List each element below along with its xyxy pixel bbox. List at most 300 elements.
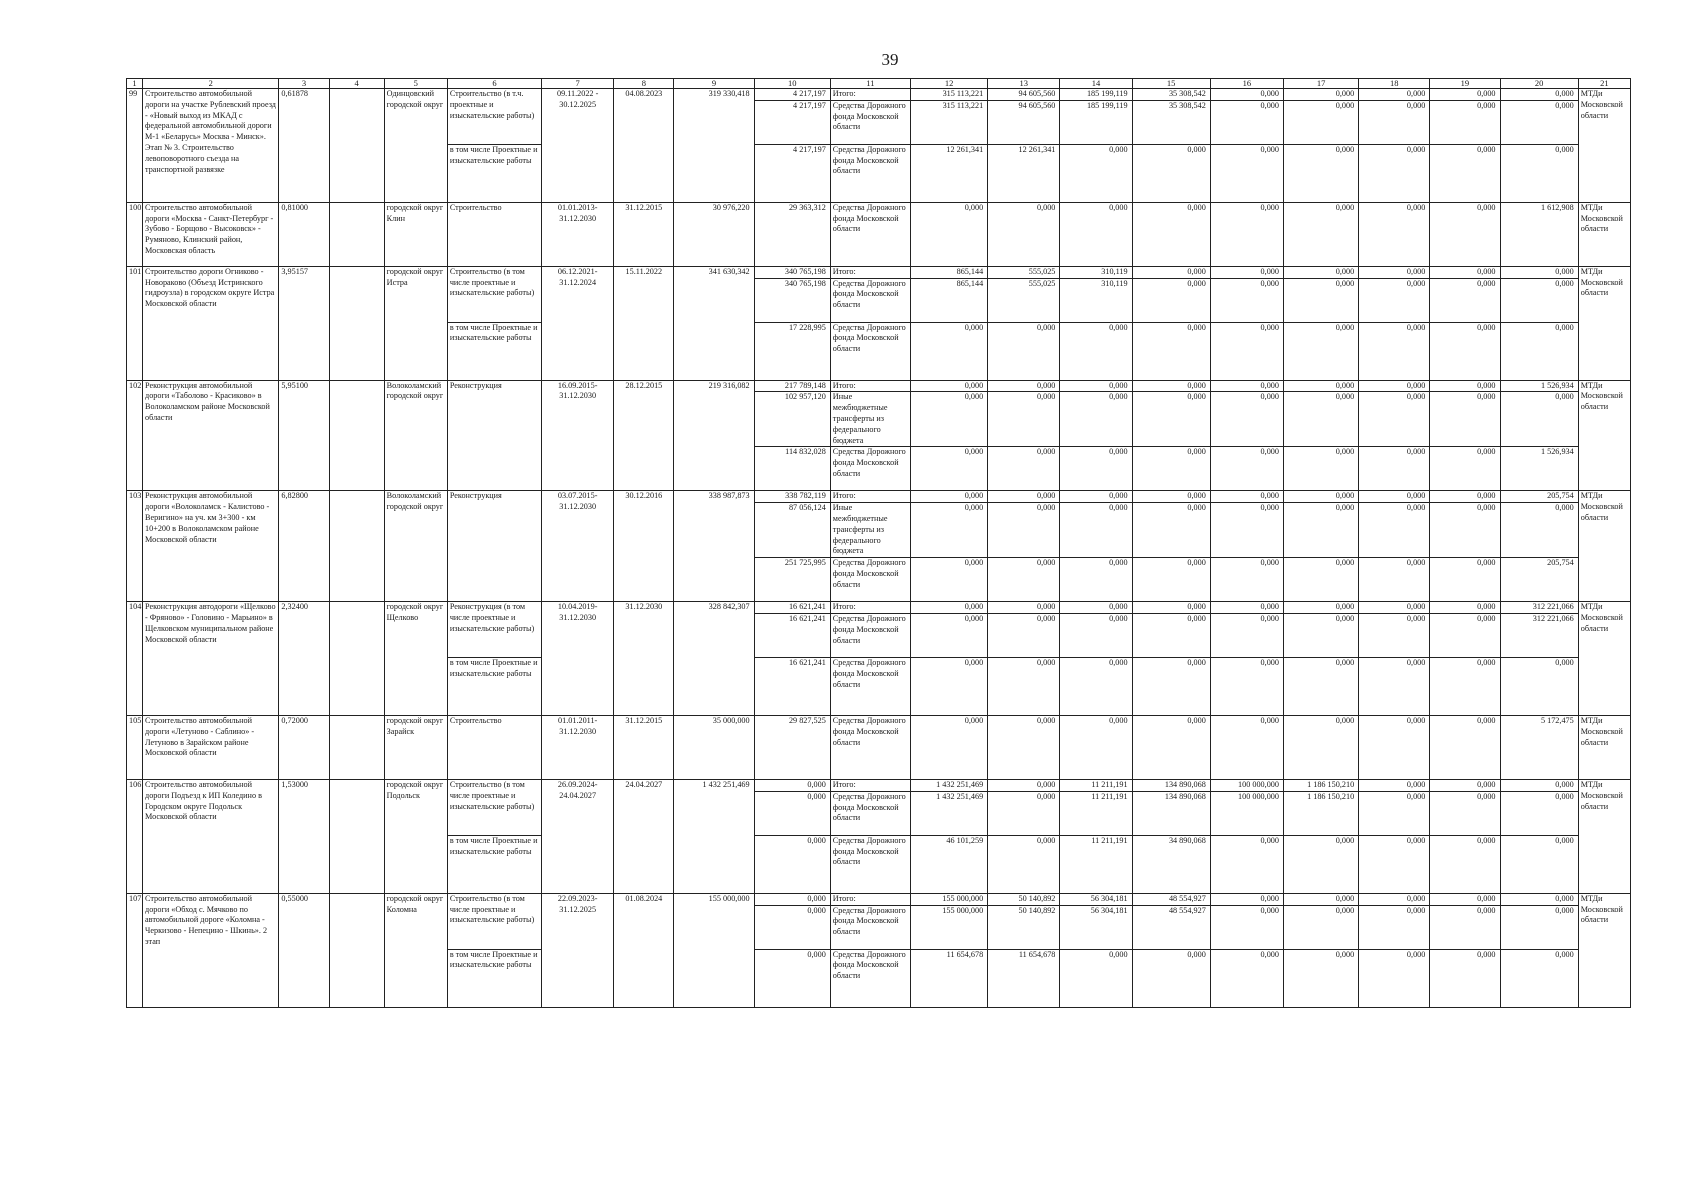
year-value-20: 0,000 (1500, 949, 1578, 1007)
funding-source: Средства Дорожного фонда Московской области (830, 791, 910, 835)
completion-date: 30.12.2016 (614, 491, 674, 602)
year-value-12: 0,000 (911, 613, 988, 657)
year-value-18: 0,000 (1359, 558, 1430, 602)
year-value-15: 134 890,068 (1132, 779, 1210, 791)
year-value-17: 0,000 (1283, 447, 1358, 491)
municipality: Волоколамский городской округ (384, 380, 447, 491)
year-value-13: 0,000 (988, 602, 1060, 614)
year-value-15: 0,000 (1132, 380, 1210, 392)
year-value-14: 310,119 (1060, 266, 1132, 278)
object-name: Реконструкция автодороги «Щелково - Фряново» - Головино - Марьино» в Щелковском муниципальном районе Московской области (143, 602, 279, 716)
column-header-16: 16 (1210, 79, 1283, 89)
financed-before: 0,000 (754, 835, 830, 893)
total-cost: 328 842,307 (674, 602, 754, 716)
year-value-16: 100 000,000 (1210, 779, 1283, 791)
year-value-18: 0,000 (1359, 144, 1430, 202)
year-value-13: 11 654,678 (988, 949, 1060, 1007)
column-header-9: 9 (674, 79, 754, 89)
empty-cell (329, 602, 384, 716)
year-value-20: 0,000 (1500, 503, 1578, 558)
column-header-5: 5 (384, 79, 447, 89)
year-value-20: 0,000 (1500, 779, 1578, 791)
year-value-16: 0,000 (1210, 905, 1283, 949)
completion-date: 24.04.2027 (614, 779, 674, 893)
year-value-17: 0,000 (1283, 89, 1358, 101)
header-row (127, 79, 1631, 89)
period: 03.07.2015- 31.12.2030 (542, 491, 614, 602)
year-value-13: 0,000 (988, 380, 1060, 392)
year-value-19: 0,000 (1430, 558, 1500, 602)
year-value-15: 0,000 (1132, 144, 1210, 202)
year-value-17: 0,000 (1283, 266, 1358, 278)
empty-cell (329, 266, 384, 380)
financed-before: 17 228,995 (754, 322, 830, 380)
year-value-18: 0,000 (1359, 202, 1430, 266)
customer: МТДи Московской области (1578, 380, 1630, 491)
financed-before: 340 765,198 (754, 266, 830, 278)
funding-source: Итого: (830, 266, 910, 278)
year-value-18: 0,000 (1359, 491, 1430, 503)
total-cost: 319 330,418 (674, 89, 754, 203)
year-value-17: 0,000 (1283, 278, 1358, 322)
year-value-15: 0,000 (1132, 949, 1210, 1007)
funding-source: Средства Дорожного фонда Московской области (830, 657, 910, 715)
year-value-12: 46 101,259 (911, 835, 988, 893)
period: 09.11.2022 - 30.12.2025 (542, 89, 614, 203)
funding-source: Средства Дорожного фонда Московской области (830, 100, 910, 144)
year-value-13: 50 140,892 (988, 905, 1060, 949)
year-value-14: 0,000 (1060, 202, 1132, 266)
row-number: 101 (127, 266, 143, 380)
row-number: 107 (127, 893, 143, 1007)
year-value-12: 315 113,221 (911, 89, 988, 101)
year-value-19: 0,000 (1430, 202, 1500, 266)
column-header-2: 2 (143, 79, 279, 89)
year-value-18: 0,000 (1359, 949, 1430, 1007)
year-value-15: 48 554,927 (1132, 893, 1210, 905)
year-value-18: 0,000 (1359, 905, 1430, 949)
year-value-19: 0,000 (1430, 144, 1500, 202)
year-value-16: 0,000 (1210, 558, 1283, 602)
year-value-14: 0,000 (1060, 949, 1132, 1007)
year-value-20: 0,000 (1500, 278, 1578, 322)
work-type: Реконструкция (447, 380, 541, 491)
column-header-1: 1 (127, 79, 143, 89)
completion-date: 15.11.2022 (614, 266, 674, 380)
financed-before: 16 621,241 (754, 613, 830, 657)
municipality: городской округ Истра (384, 266, 447, 380)
year-value-18: 0,000 (1359, 380, 1430, 392)
year-value-14: 11 211,191 (1060, 791, 1132, 835)
financed-before: 4 217,197 (754, 100, 830, 144)
column-header-4: 4 (329, 79, 384, 89)
year-value-20: 0,000 (1500, 392, 1578, 447)
year-value-20: 1 526,934 (1500, 380, 1578, 392)
year-value-13: 0,000 (988, 835, 1060, 893)
year-value-14: 0,000 (1060, 144, 1132, 202)
year-value-14: 310,119 (1060, 278, 1132, 322)
year-value-12: 1 432 251,469 (911, 791, 988, 835)
row-number: 102 (127, 380, 143, 491)
funding-source: Средства Дорожного фонда Московской области (830, 558, 910, 602)
year-value-15: 0,000 (1132, 278, 1210, 322)
year-value-18: 0,000 (1359, 503, 1430, 558)
customer: МТДи Московской области (1578, 893, 1630, 1007)
year-value-15: 0,000 (1132, 322, 1210, 380)
row-number: 99 (127, 89, 143, 203)
year-value-12: 865,144 (911, 278, 988, 322)
funding-source: Средства Дорожного фонда Московской области (830, 278, 910, 322)
year-value-16: 0,000 (1210, 100, 1283, 144)
column-header-18: 18 (1359, 79, 1430, 89)
year-value-16: 0,000 (1210, 202, 1283, 266)
year-value-13: 555,025 (988, 278, 1060, 322)
financed-before: 87 056,124 (754, 503, 830, 558)
funding-source: Средства Дорожного фонда Московской области (830, 447, 910, 491)
year-value-15: 0,000 (1132, 202, 1210, 266)
year-value-18: 0,000 (1359, 89, 1430, 101)
work-type: Строительство (в том числе проектные и изыскательские работы) (447, 266, 541, 322)
financed-before: 0,000 (754, 893, 830, 905)
completion-date: 04.08.2023 (614, 89, 674, 203)
year-value-16: 0,000 (1210, 447, 1283, 491)
year-value-19: 0,000 (1430, 835, 1500, 893)
table-row (127, 893, 1631, 905)
year-value-20: 0,000 (1500, 322, 1578, 380)
year-value-14: 11 211,191 (1060, 835, 1132, 893)
work-type: Строительство (447, 202, 541, 266)
completion-date: 28.12.2015 (614, 380, 674, 491)
year-value-14: 11 211,191 (1060, 779, 1132, 791)
year-value-13: 50 140,892 (988, 893, 1060, 905)
object-name: Строительство автомобильной дороги «Обход с. Мячково по автомобильной дороге «Коломна - Черкизово - Непецино - Шкинь». 2 этап (143, 893, 279, 1007)
municipality: городской округ Коломна (384, 893, 447, 1007)
municipality: Волоколамский городской округ (384, 491, 447, 602)
year-value-12: 0,000 (911, 447, 988, 491)
column-header-19: 19 (1430, 79, 1500, 89)
year-value-13: 0,000 (988, 657, 1060, 715)
year-value-18: 0,000 (1359, 100, 1430, 144)
year-value-17: 0,000 (1283, 949, 1358, 1007)
work-type: Строительство (в том числе проектные и изыскательские работы) (447, 893, 541, 949)
year-value-16: 0,000 (1210, 715, 1283, 779)
year-value-19: 0,000 (1430, 893, 1500, 905)
year-value-13: 0,000 (988, 779, 1060, 791)
year-value-19: 0,000 (1430, 905, 1500, 949)
customer: МТДи Московской области (1578, 715, 1630, 779)
year-value-16: 0,000 (1210, 835, 1283, 893)
total-cost: 219 316,082 (674, 380, 754, 491)
funding-source: Итого: (830, 89, 910, 101)
year-value-20: 205,754 (1500, 558, 1578, 602)
object-length: 0,61878 (279, 89, 329, 203)
year-value-18: 0,000 (1359, 602, 1430, 614)
year-value-13: 0,000 (988, 202, 1060, 266)
year-value-15: 0,000 (1132, 503, 1210, 558)
year-value-16: 0,000 (1210, 380, 1283, 392)
work-type-sub: в том числе Проектные и изыскательские работы (447, 657, 541, 715)
year-value-14: 0,000 (1060, 657, 1132, 715)
year-value-17: 0,000 (1283, 905, 1358, 949)
year-value-14: 0,000 (1060, 392, 1132, 447)
year-value-16: 0,000 (1210, 613, 1283, 657)
page-number: 39 (881, 50, 899, 69)
year-value-19: 0,000 (1430, 779, 1500, 791)
financed-before: 251 725,995 (754, 558, 830, 602)
year-value-12: 0,000 (911, 380, 988, 392)
column-header-3: 3 (279, 79, 329, 89)
customer: МТДи Московской области (1578, 202, 1630, 266)
customer: МТДи Московской области (1578, 89, 1630, 203)
row-number: 103 (127, 491, 143, 602)
year-value-14: 0,000 (1060, 602, 1132, 614)
total-cost: 338 987,873 (674, 491, 754, 602)
column-header-14: 14 (1060, 79, 1132, 89)
year-value-20: 0,000 (1500, 657, 1578, 715)
table-row (127, 715, 1631, 779)
work-type: Реконструкция (в том числе проектные и изыскательские работы) (447, 602, 541, 658)
year-value-13: 94 605,560 (988, 100, 1060, 144)
table-row (127, 380, 1631, 392)
year-value-17: 0,000 (1283, 100, 1358, 144)
year-value-12: 0,000 (911, 602, 988, 614)
year-value-16: 0,000 (1210, 322, 1283, 380)
year-value-13: 0,000 (988, 322, 1060, 380)
row-number: 106 (127, 779, 143, 893)
year-value-20: 5 172,475 (1500, 715, 1578, 779)
total-cost: 341 630,342 (674, 266, 754, 380)
year-value-20: 1 526,934 (1500, 447, 1578, 491)
funding-source: Итого: (830, 602, 910, 614)
year-value-16: 0,000 (1210, 89, 1283, 101)
object-length: 0,81000 (279, 202, 329, 266)
financed-before: 16 621,241 (754, 602, 830, 614)
financed-before: 338 782,119 (754, 491, 830, 503)
column-header-15: 15 (1132, 79, 1210, 89)
year-value-17: 0,000 (1283, 380, 1358, 392)
financed-before: 0,000 (754, 791, 830, 835)
object-length: 3,95157 (279, 266, 329, 380)
year-value-14: 185 199,119 (1060, 100, 1132, 144)
funding-source: Итого: (830, 893, 910, 905)
work-type-sub: в том числе Проектные и изыскательские работы (447, 144, 541, 202)
completion-date: 01.08.2024 (614, 893, 674, 1007)
year-value-14: 0,000 (1060, 613, 1132, 657)
year-value-17: 0,000 (1283, 657, 1358, 715)
funding-source: Средства Дорожного фонда Московской области (830, 322, 910, 380)
work-type-sub: в том числе Проектные и изыскательские работы (447, 322, 541, 380)
year-value-12: 0,000 (911, 202, 988, 266)
work-type: Строительство (в том числе проектные и изыскательские работы) (447, 779, 541, 835)
year-value-12: 865,144 (911, 266, 988, 278)
year-value-18: 0,000 (1359, 715, 1430, 779)
financed-before: 114 832,028 (754, 447, 830, 491)
municipality: Одинцовский городской округ (384, 89, 447, 203)
municipality: городской округ Щелково (384, 602, 447, 716)
year-value-17: 0,000 (1283, 322, 1358, 380)
table-row (127, 779, 1631, 791)
total-cost: 155 000,000 (674, 893, 754, 1007)
year-value-17: 0,000 (1283, 392, 1358, 447)
year-value-19: 0,000 (1430, 278, 1500, 322)
year-value-16: 0,000 (1210, 392, 1283, 447)
year-value-17: 0,000 (1283, 144, 1358, 202)
year-value-20: 312 221,066 (1500, 602, 1578, 614)
year-value-17: 0,000 (1283, 613, 1358, 657)
year-value-17: 0,000 (1283, 503, 1358, 558)
year-value-16: 0,000 (1210, 657, 1283, 715)
year-value-19: 0,000 (1430, 100, 1500, 144)
financed-before: 4 217,197 (754, 144, 830, 202)
year-value-15: 0,000 (1132, 613, 1210, 657)
work-type: Строительство (447, 715, 541, 779)
table-row (127, 89, 1631, 101)
year-value-20: 0,000 (1500, 100, 1578, 144)
year-value-18: 0,000 (1359, 613, 1430, 657)
year-value-19: 0,000 (1430, 657, 1500, 715)
financed-before: 102 957,120 (754, 392, 830, 447)
financed-before: 0,000 (754, 779, 830, 791)
year-value-18: 0,000 (1359, 835, 1430, 893)
year-value-13: 555,025 (988, 266, 1060, 278)
year-value-14: 0,000 (1060, 491, 1132, 503)
table-row (127, 266, 1631, 278)
year-value-13: 0,000 (988, 447, 1060, 491)
year-value-12: 0,000 (911, 503, 988, 558)
year-value-15: 34 890,068 (1132, 835, 1210, 893)
year-value-15: 0,000 (1132, 392, 1210, 447)
completion-date: 31.12.2015 (614, 715, 674, 779)
financed-before: 0,000 (754, 949, 830, 1007)
financed-before: 29 363,312 (754, 202, 830, 266)
year-value-19: 0,000 (1430, 447, 1500, 491)
empty-cell (329, 202, 384, 266)
object-length: 0,55000 (279, 893, 329, 1007)
year-value-13: 0,000 (988, 613, 1060, 657)
table-row (127, 602, 1631, 614)
column-header-21: 21 (1578, 79, 1630, 89)
municipality: городской округ Клин (384, 202, 447, 266)
year-value-19: 0,000 (1430, 380, 1500, 392)
customer: МТДи Московской области (1578, 266, 1630, 380)
year-value-18: 0,000 (1359, 447, 1430, 491)
column-header-8: 8 (614, 79, 674, 89)
year-value-12: 12 261,341 (911, 144, 988, 202)
year-value-19: 0,000 (1430, 715, 1500, 779)
year-value-13: 0,000 (988, 491, 1060, 503)
year-value-15: 0,000 (1132, 715, 1210, 779)
row-number: 100 (127, 202, 143, 266)
year-value-20: 0,000 (1500, 893, 1578, 905)
year-value-18: 0,000 (1359, 278, 1430, 322)
object-name: Строительство дороги Огниково - Новораково (Объезд Истринского гидроузла) в городском округе Истра Московской области (143, 266, 279, 380)
table-row (127, 202, 1631, 266)
customer: МТДи Московской области (1578, 602, 1630, 716)
financed-before: 217 789,148 (754, 380, 830, 392)
year-value-12: 0,000 (911, 715, 988, 779)
year-value-13: 0,000 (988, 558, 1060, 602)
work-type: Реконструкция (447, 491, 541, 602)
object-length: 5,95100 (279, 380, 329, 491)
year-value-14: 56 304,181 (1060, 905, 1132, 949)
funding-source: Итого: (830, 779, 910, 791)
year-value-19: 0,000 (1430, 491, 1500, 503)
year-value-19: 0,000 (1430, 322, 1500, 380)
empty-cell (329, 779, 384, 893)
year-value-19: 0,000 (1430, 392, 1500, 447)
municipality: городской округ Зарайск (384, 715, 447, 779)
object-length: 6,82800 (279, 491, 329, 602)
year-value-16: 0,000 (1210, 278, 1283, 322)
year-value-17: 0,000 (1283, 715, 1358, 779)
funding-source: Итого: (830, 380, 910, 392)
financed-before: 29 827,525 (754, 715, 830, 779)
financed-before: 16 621,241 (754, 657, 830, 715)
year-value-14: 0,000 (1060, 322, 1132, 380)
column-header-10: 10 (754, 79, 830, 89)
year-value-15: 0,000 (1132, 657, 1210, 715)
year-value-16: 0,000 (1210, 266, 1283, 278)
row-number: 104 (127, 602, 143, 716)
year-value-18: 0,000 (1359, 893, 1430, 905)
year-value-12: 0,000 (911, 491, 988, 503)
year-value-13: 94 605,560 (988, 89, 1060, 101)
year-value-18: 0,000 (1359, 322, 1430, 380)
year-value-17: 1 186 150,210 (1283, 779, 1358, 791)
funding-source: Средства Дорожного фонда Московской области (830, 715, 910, 779)
year-value-17: 0,000 (1283, 893, 1358, 905)
row-number: 105 (127, 715, 143, 779)
column-header-11: 11 (830, 79, 910, 89)
year-value-20: 0,000 (1500, 835, 1578, 893)
year-value-12: 0,000 (911, 322, 988, 380)
empty-cell (329, 715, 384, 779)
year-value-15: 0,000 (1132, 558, 1210, 602)
object-length: 0,72000 (279, 715, 329, 779)
completion-date: 31.12.2015 (614, 202, 674, 266)
year-value-20: 0,000 (1500, 905, 1578, 949)
column-header-7: 7 (542, 79, 614, 89)
total-cost: 1 432 251,469 (674, 779, 754, 893)
year-value-13: 0,000 (988, 715, 1060, 779)
year-value-17: 0,000 (1283, 602, 1358, 614)
year-value-15: 48 554,927 (1132, 905, 1210, 949)
year-value-20: 0,000 (1500, 89, 1578, 101)
customer: МТДи Московской области (1578, 779, 1630, 893)
year-value-14: 0,000 (1060, 503, 1132, 558)
period: 01.01.2013- 31.12.2030 (542, 202, 614, 266)
funding-source: Средства Дорожного фонда Московской области (830, 202, 910, 266)
year-value-20: 0,000 (1500, 266, 1578, 278)
column-header-20: 20 (1500, 79, 1578, 89)
object-name: Реконструкция автомобильной дороги «Волоколамск - Калистово - Веригино» на уч. км 3+300 - км 10+200 в Волоколамском районе Московской области (143, 491, 279, 602)
work-type: Строительство (в т.ч. проектные и изыскательские работы) (447, 89, 541, 145)
year-value-18: 0,000 (1359, 392, 1430, 447)
year-value-15: 0,000 (1132, 447, 1210, 491)
year-value-16: 0,000 (1210, 602, 1283, 614)
year-value-13: 12 261,341 (988, 144, 1060, 202)
year-value-18: 0,000 (1359, 657, 1430, 715)
funding-source: Средства Дорожного фонда Московской области (830, 144, 910, 202)
year-value-19: 0,000 (1430, 266, 1500, 278)
total-cost: 35 000,000 (674, 715, 754, 779)
completion-date: 31.12.2030 (614, 602, 674, 716)
year-value-19: 0,000 (1430, 613, 1500, 657)
year-value-14: 56 304,181 (1060, 893, 1132, 905)
period: 10.04.2019- 31.12.2030 (542, 602, 614, 716)
year-value-14: 0,000 (1060, 558, 1132, 602)
year-value-17: 1 186 150,210 (1283, 791, 1358, 835)
